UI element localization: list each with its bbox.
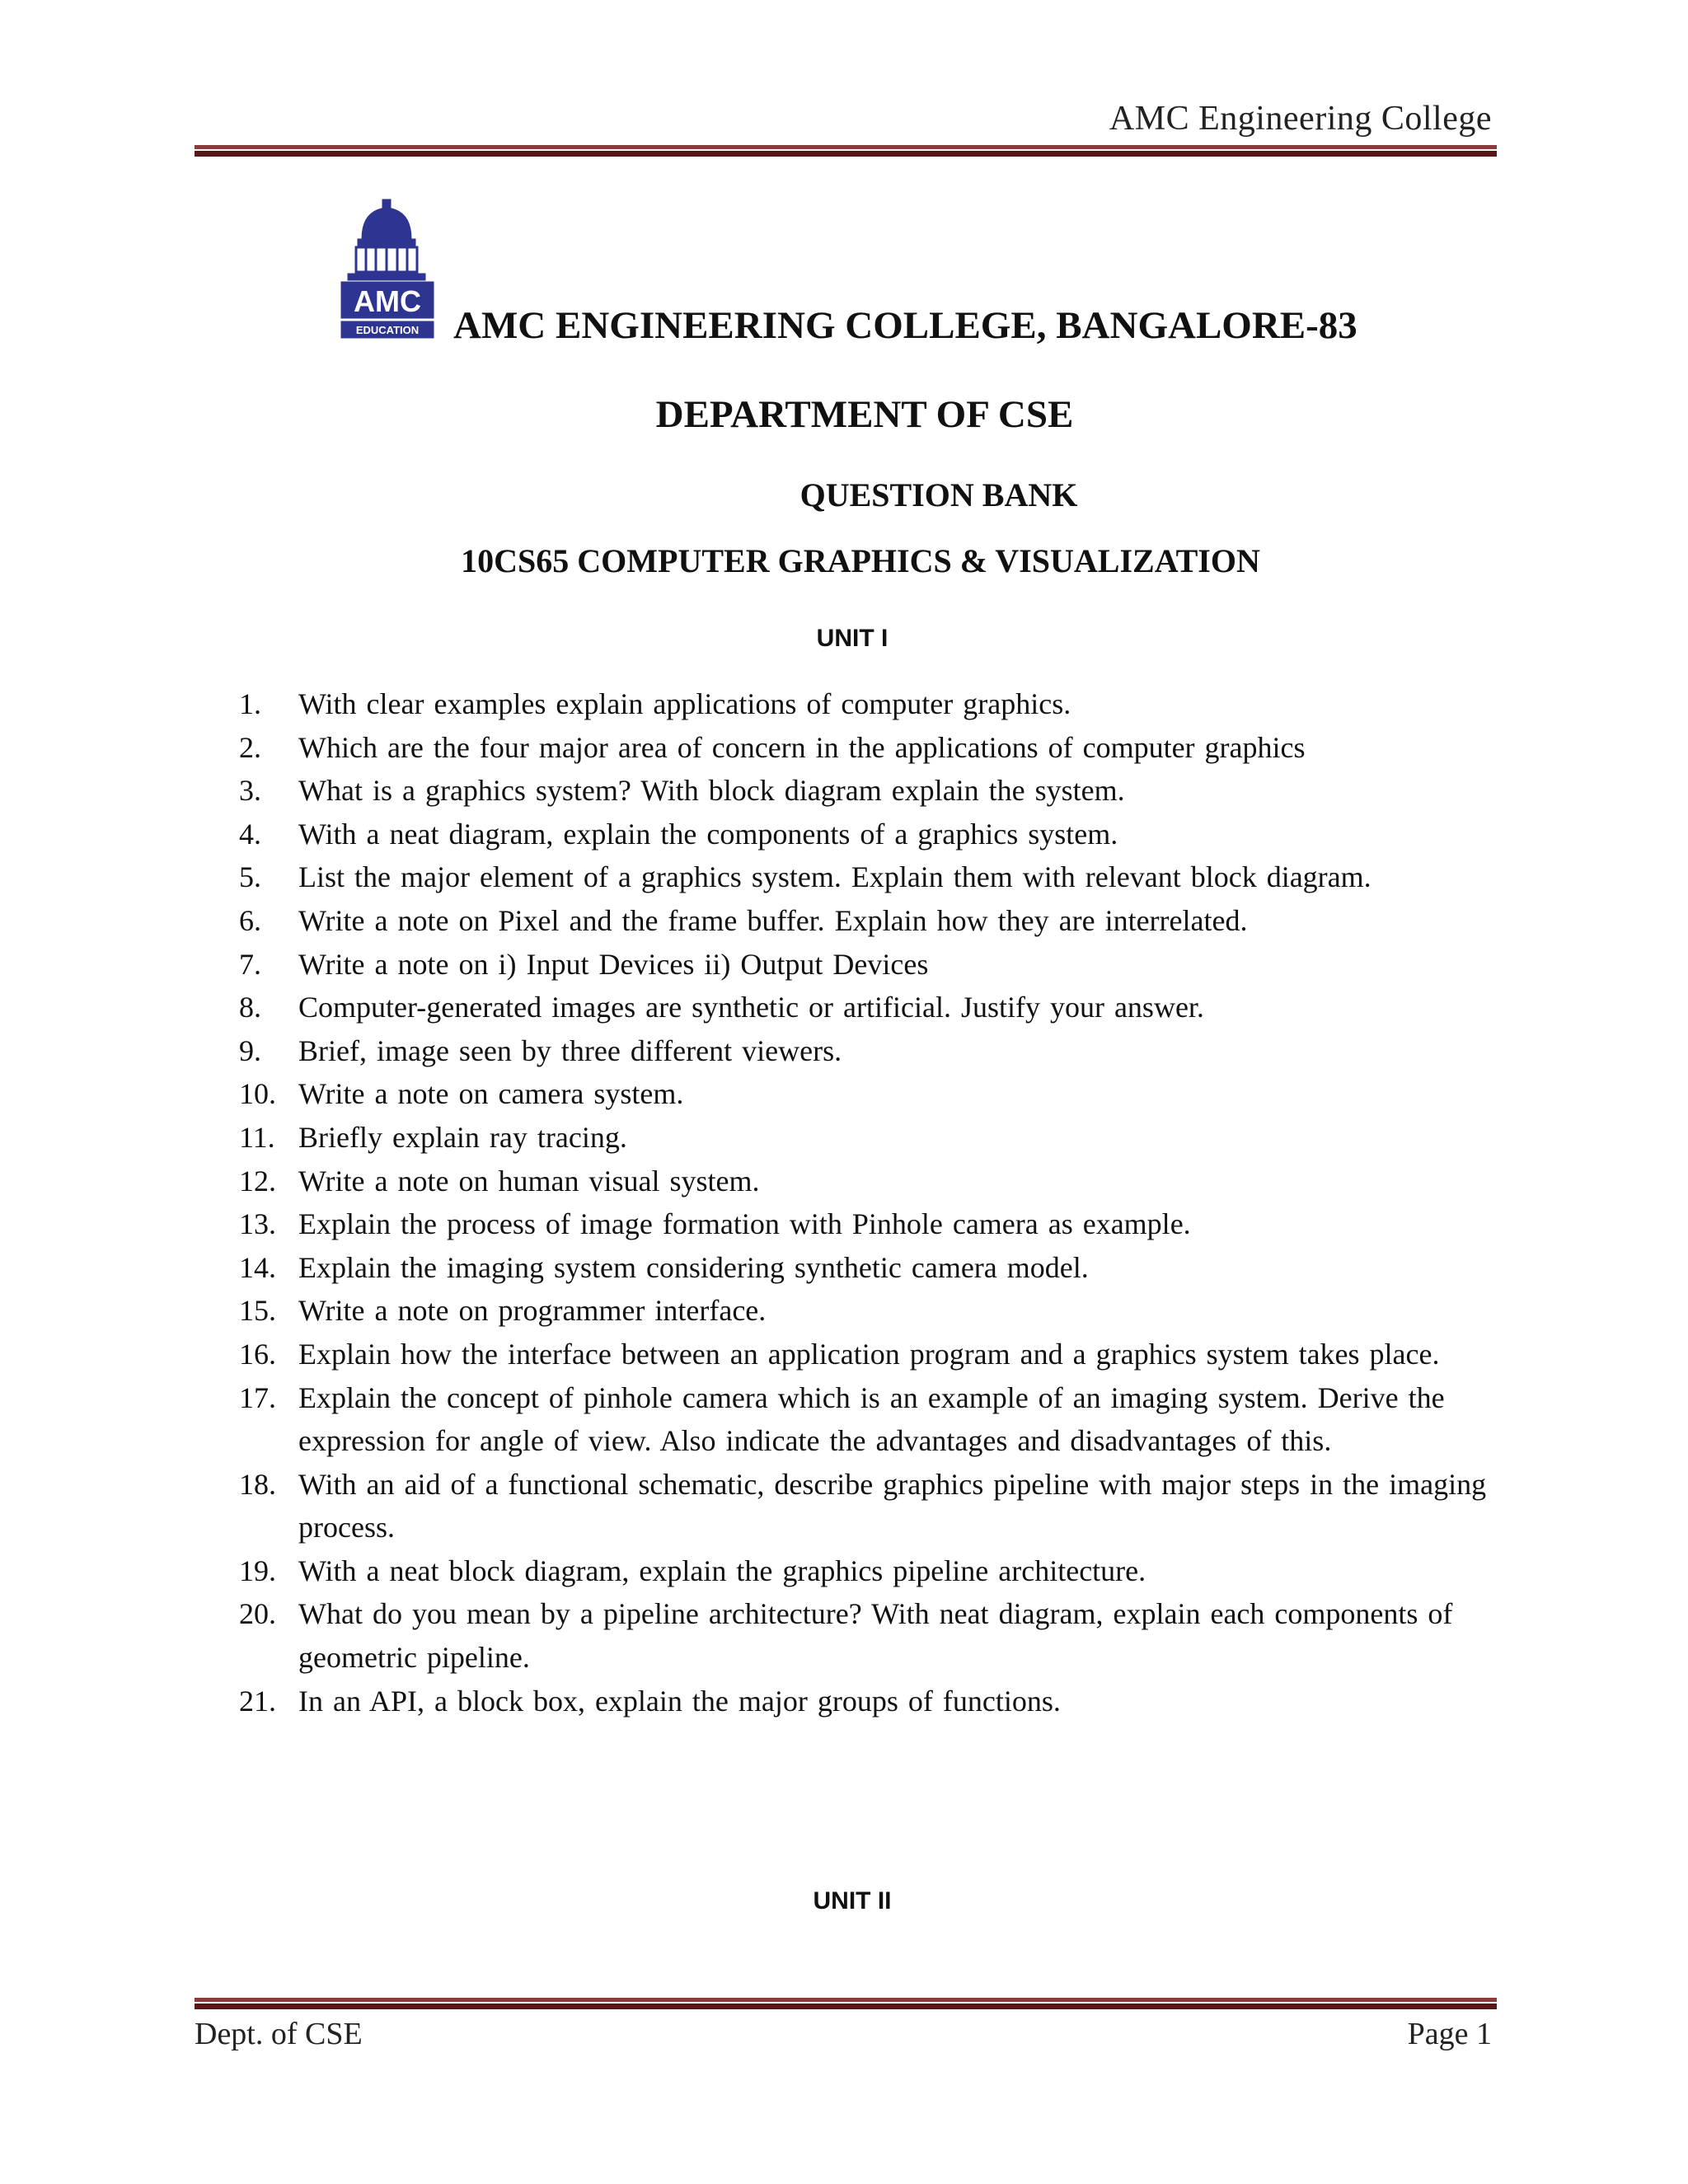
list-item <box>239 1549 1492 1593</box>
list-item <box>239 1592 1492 1679</box>
logo-text: AMC <box>354 284 421 318</box>
list-item <box>239 726 1492 770</box>
question-number: 20. <box>239 1597 276 1631</box>
list-item <box>239 1680 1492 1723</box>
question-text: What is a graphics system? With block diagram explain the system. <box>298 774 1125 808</box>
list-item <box>239 682 1492 726</box>
page-number: Page 1 <box>1407 2017 1492 2051</box>
question-number: 14. <box>239 1250 276 1284</box>
college-title: AMC ENGINEERING COLLEGE, BANGALORE-83 <box>453 304 1357 347</box>
question-number: 1. <box>239 687 261 720</box>
header-rule <box>195 145 1497 157</box>
list-item <box>239 855 1492 899</box>
question-text: With clear examples explain applications of computer graphics. <box>298 687 1071 720</box>
list-item <box>239 1376 1492 1463</box>
question-number: 13. <box>239 1207 276 1241</box>
question-text: Write a note on i) Input Devices ii) Output Devices <box>298 947 929 981</box>
question-text: Write a note on Pixel and the frame buffer. Explain how they are interrelated. <box>298 903 1248 937</box>
college-logo <box>333 198 440 342</box>
list-item <box>239 769 1492 813</box>
logo-subtext: EDUCATION <box>355 324 420 336</box>
question-text: Brief, image seen by three different viewers. <box>298 1033 842 1067</box>
question-number: 15. <box>239 1294 276 1328</box>
question-number: 3. <box>239 774 261 808</box>
question-text: Computer-generated images are synthetic or artificial. Justify your answer. <box>298 991 1204 1024</box>
question-number: 5. <box>239 860 261 894</box>
question-number: 16. <box>239 1337 276 1371</box>
question-text: Explain how the interface between an application program and a graphics system takes place. <box>298 1337 1440 1371</box>
list-item <box>239 1202 1492 1246</box>
list-item <box>239 1029 1492 1073</box>
question-number: 9. <box>239 1033 261 1067</box>
question-text: Explain the process of image formation with Pinhole camera as example. <box>298 1207 1191 1241</box>
list-item <box>239 813 1492 856</box>
list-item <box>239 899 1492 943</box>
question-text: Write a note on camera system. <box>298 1077 684 1111</box>
question-text: With a neat block diagram, explain the graphics pipeline architecture. <box>298 1554 1146 1587</box>
question-text: With an aid of a functional schematic, describe graphics pipeline with major steps in the imaging process. <box>298 1467 1487 1544</box>
question-text: In an API, a block box, explain the major groups of functions. <box>298 1684 1061 1718</box>
department-title: DEPARTMENT OF CSE <box>655 393 1074 436</box>
question-list <box>239 682 1492 1722</box>
question-number: 7. <box>239 947 261 981</box>
question-number: 8. <box>239 991 261 1024</box>
list-item <box>239 943 1492 987</box>
footer-rule <box>195 1998 1497 2009</box>
question-text: List the major element of a graphics system. Explain them with relevant block diagram. <box>298 860 1372 894</box>
question-number: 19. <box>239 1554 276 1587</box>
question-number: 18. <box>239 1467 276 1501</box>
question-number: 10. <box>239 1077 276 1111</box>
question-number: 2. <box>239 730 261 764</box>
unit-heading: UNIT I <box>816 625 889 652</box>
question-number: 6. <box>239 903 261 937</box>
list-item <box>239 1289 1492 1333</box>
question-text: Which are the four major area of concern in the applications of computer graphics <box>298 730 1306 764</box>
question-number: 21. <box>239 1684 276 1718</box>
list-item <box>239 1463 1492 1549</box>
question-number: 12. <box>239 1164 276 1197</box>
list-item <box>239 986 1492 1029</box>
question-number: 11. <box>239 1120 275 1154</box>
course-title: 10CS65 COMPUTER GRAPHICS & VISUALIZATION <box>461 542 1260 579</box>
question-text: Explain the imaging system considering synthetic camera model. <box>298 1250 1089 1284</box>
list-item <box>239 1333 1492 1376</box>
question-text: Briefly explain ray tracing. <box>298 1120 627 1154</box>
question-number: 4. <box>239 817 261 851</box>
footer-department: Dept. of CSE <box>195 2017 363 2051</box>
question-number: 17. <box>239 1380 276 1414</box>
question-text: With a neat diagram, explain the components of a graphics system. <box>298 817 1118 851</box>
question-text: Write a note on human visual system. <box>298 1164 760 1197</box>
list-item <box>239 1160 1492 1203</box>
list-item <box>239 1246 1492 1290</box>
question-text: What do you mean by a pipeline architecture? With neat diagram, explain each components of geometric pipeline. <box>298 1597 1453 1675</box>
list-item <box>239 1116 1492 1160</box>
question-text: Write a note on programmer interface. <box>298 1294 767 1328</box>
unit-heading: UNIT II <box>813 1887 892 1915</box>
document-title: QUESTION BANK <box>799 476 1078 513</box>
running-header: AMC Engineering College <box>1109 100 1492 138</box>
list-item <box>239 1072 1492 1116</box>
question-text: Explain the concept of pinhole camera which is an example of an imaging system. Derive the expression for angle of view. Also indicate the advantages and disadvantages of this. <box>298 1380 1445 1458</box>
